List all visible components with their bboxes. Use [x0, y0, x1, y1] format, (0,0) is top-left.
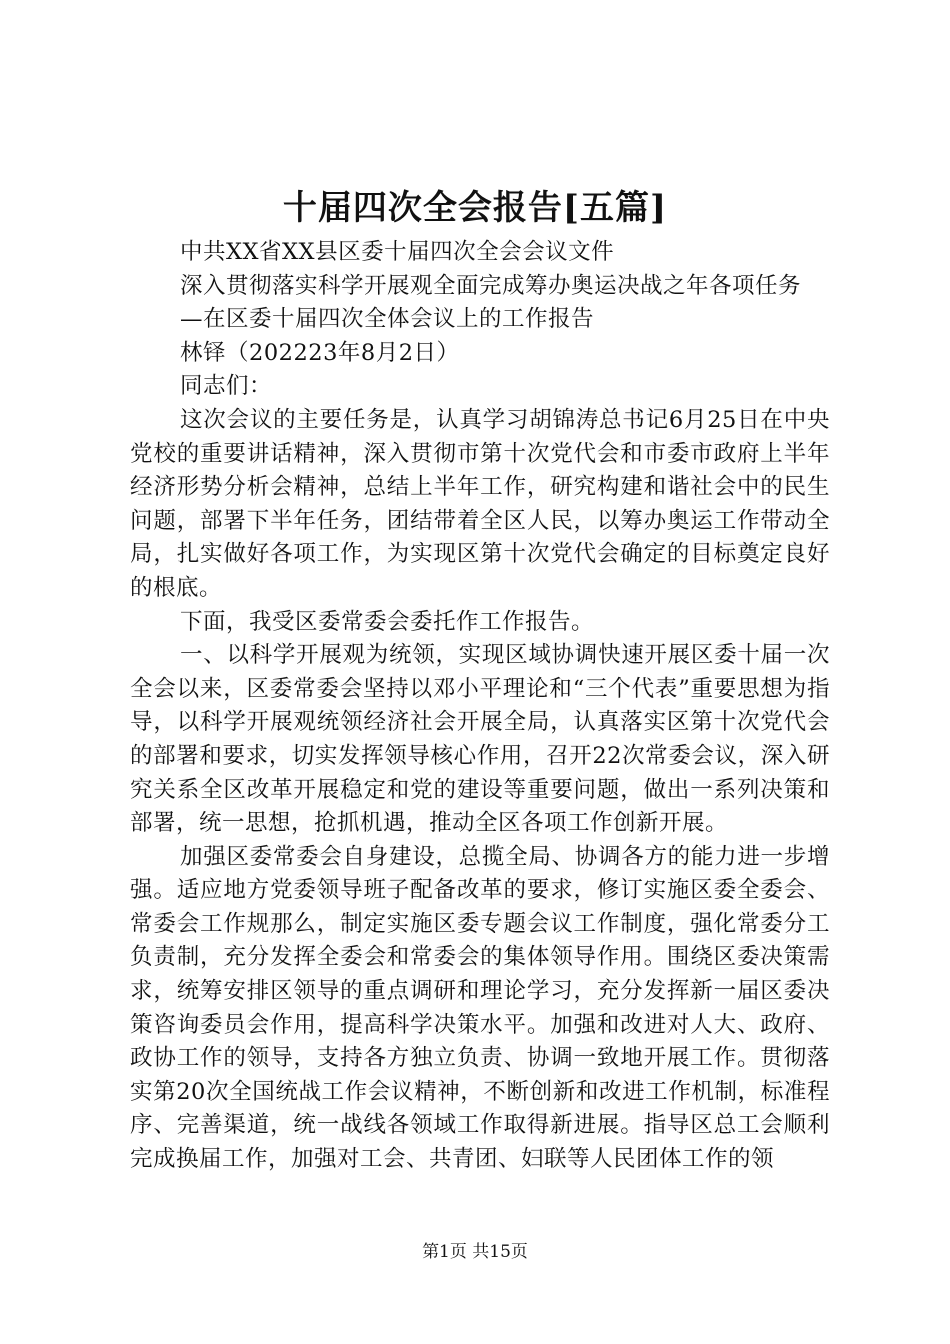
paragraph-meeting-document: 中共XX省XX县区委十届四次全会会议文件	[180, 239, 615, 265]
paragraph-committee-building: 加强区委常委会自身建设，总揽全局、协调各方的能力进一步增强。适应地方党委领导班子配备改革的要求，修订实施区委全委会、常委会工作规那么，制定实施区委专题会议工作制度，强化常委分工负责制，充分发挥全委会和常委会的集体领导作用。围绕区委决策需求，统筹安排区领导的重点调研和理论学习，充分发挥新一届区委决策咨询委员会作用，提高科学决策水平。加强和改进对人大、政府、政协工作的领导，支持各方独立负责、协调一致地开展工作。贯彻落实第20次全国统战工作会议精神，不断创新和改进工作机制，标准程序、完善渠道，统一战线各领域工作取得新进展。指导区总工会顺利完成换届工作，加强对工会、共青团、妇联等人民团体工作的领	[130, 843, 830, 1173]
paragraph-report-subtitle: —在区委十届四次全体会议上的工作报告	[180, 306, 595, 333]
paragraph-salutation: 同志们：	[180, 373, 273, 400]
page-footer: 第1页 共15页	[422, 1242, 528, 1262]
paragraph-section-one: 一、以科学开展观为统领，实现区域协调快速开展区委十届一次全会以来，区委常委会坚持以邓小平理论和“三个代表”重要思想为指导，以科学开展观统领经济社会开展全局，认真落实区第十次党代会的部署和要求，切实发挥领导核心作用，召开22次常委会议，深入研究关系全区改革开展稳定和党的建设等重要问题，做出一系列决策和部署，统一思想，抢抓机遇，推动全区各项工作创新开展。	[130, 642, 830, 837]
paragraph-report-headline: 深入贯彻落实科学开展观全面完成筹办奥运决战之年各项任务	[180, 272, 802, 299]
document-title: 十届四次全会报告[五篇]	[282, 188, 668, 228]
document-body	[130, 236, 830, 1177]
paragraph-report-intro: 下面，我受区委常委会委托作工作报告。	[180, 608, 595, 635]
paragraph-author-date: 林铎（202223年8月2日）	[180, 339, 460, 366]
paragraph-meeting-tasks: 这次会议的主要任务是，认真学习胡锦涛总书记6月25日在中央党校的重要讲话精神，深入贯彻市第十次党代会和市委市政府上半年经济形势分析会精神，总结上半年工作，研究构建和谐社会中的民生问题，部署下半年任务，团结带着全区人民，以筹办奥运工作带动全局，扎实做好各项工作，为实现区第十次党代会确定的目标奠定良好的根底。	[130, 406, 830, 601]
